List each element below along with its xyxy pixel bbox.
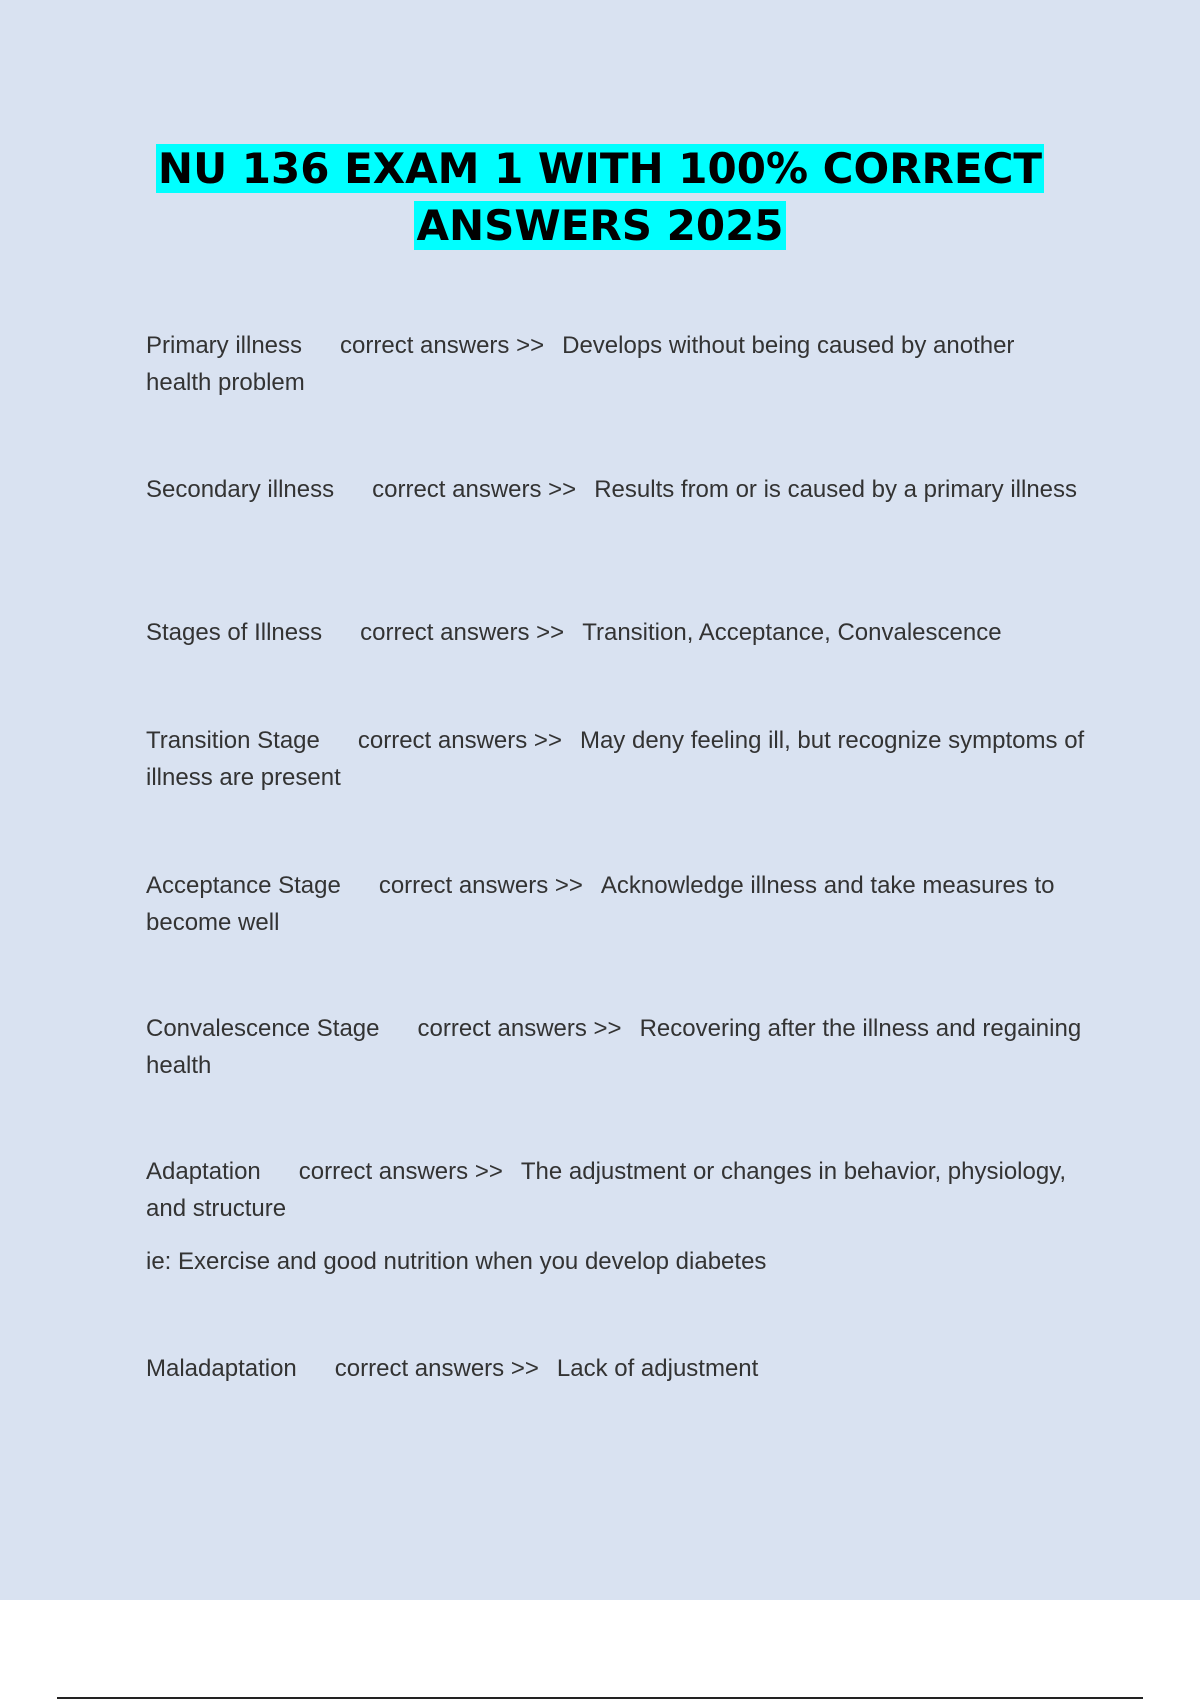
- qa-entry-convalescence-stage: [146, 1010, 1086, 1084]
- qa-entry-transition-stage: [146, 722, 1086, 796]
- entry-term: Transition Stage: [146, 727, 320, 754]
- qa-entry-maladaptation: [146, 1350, 1086, 1387]
- entry-separator: correct answers >>: [372, 476, 577, 503]
- adaptation-example-note: ie: Exercise and good nutrition when you develop diabetes: [146, 1248, 767, 1275]
- entry-term: Secondary illness: [146, 476, 335, 503]
- entry-answer: Transition, Acceptance, Convalescence: [582, 619, 1002, 646]
- qa-entry-adaptation: [146, 1153, 1086, 1227]
- entry-term: Convalescence Stage: [146, 1015, 380, 1042]
- entry-term: Maladaptation: [146, 1355, 297, 1382]
- qa-entry-primary-illness: [146, 327, 1086, 401]
- title-line-2: ANSWERS 2025: [416, 201, 784, 250]
- entry-answer: Recovering after the illness and regaining health: [146, 1015, 1082, 1079]
- entry-term: Stages of Illness: [146, 619, 323, 646]
- entry-separator: correct answers >>: [334, 1355, 539, 1382]
- entry-answer: Acknowledge illness and take measures to become well: [146, 872, 1055, 936]
- entry-answer: The adjustment or changes in behavior, physiology, and structure: [146, 1158, 1067, 1222]
- entry-answer: Develops without being caused by another health problem: [146, 332, 1015, 396]
- entry-separator: correct answers >>: [340, 332, 545, 359]
- entry-term: Primary illness: [146, 332, 303, 359]
- entry-separator: correct answers >>: [298, 1158, 503, 1185]
- entry-separator: correct answers >>: [378, 872, 583, 899]
- qa-entry-stages-of-illness: [146, 614, 1086, 651]
- entry-separator: correct answers >>: [357, 727, 562, 754]
- entry-answer: Lack of adjustment: [556, 1355, 759, 1382]
- title-line-1: NU 136 EXAM 1 WITH 100% CORRECT: [157, 144, 1043, 193]
- footer-divider: [57, 1697, 1143, 1699]
- entry-separator: correct answers >>: [417, 1015, 622, 1042]
- entry-answer: May deny feeling ill, but recognize symptoms of illness are present: [146, 727, 1085, 791]
- entry-term: Acceptance Stage: [146, 872, 341, 899]
- entry-term: Adaptation: [146, 1158, 261, 1185]
- entry-answer: Results from or is caused by a primary illness: [594, 476, 1078, 503]
- document-title: [0, 140, 1200, 254]
- qa-entry-secondary-illness: [146, 471, 1086, 508]
- entry-separator: correct answers >>: [360, 619, 565, 646]
- qa-entry-acceptance-stage: [146, 867, 1086, 941]
